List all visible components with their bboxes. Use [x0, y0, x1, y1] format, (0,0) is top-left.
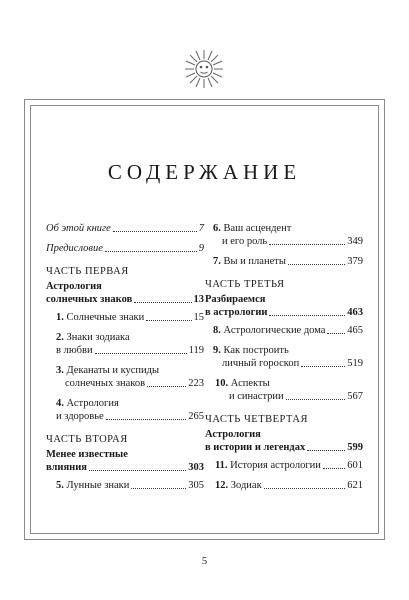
toc-entry-chapter[interactable]: 8. Астрологические дома 465: [213, 325, 363, 336]
toc-right-column: [205, 222, 363, 492]
section-title: Астрология: [46, 281, 102, 292]
toc-entry-chapter[interactable]: 11. История астрологии 601: [215, 460, 363, 471]
toc-entry-section[interactable]: в истории и легендах 599: [205, 442, 363, 453]
toc-entry-section[interactable]: солнечных знаков 13: [46, 294, 204, 305]
page-number: 5: [201, 556, 208, 567]
toc-entry-chapter[interactable]: 5. Лунные знаки 305: [56, 480, 204, 491]
section-title: Менее известные: [46, 449, 128, 460]
part-heading: ЧАСТЬ ПЕРВАЯ: [46, 266, 129, 277]
toc-entry-chapter[interactable]: 9. Как построить личный гороскоп 519: [213, 345, 363, 369]
toc-entry-chapter[interactable]: 1. Солнечные знаки 15: [56, 312, 204, 323]
toc-entry-chapter[interactable]: 6. Ваш асцендент и его роль 349: [213, 223, 363, 247]
toc-entry-section[interactable]: влияния 303: [46, 462, 204, 473]
toc-entry-section[interactable]: в астрологии 463: [205, 307, 363, 318]
toc-entry-chapter[interactable]: 10. Аспекты и синастрии 567: [215, 378, 363, 402]
section-title: Астрология: [205, 429, 261, 440]
part-heading: ЧАСТЬ ТРЕТЬЯ: [205, 279, 285, 290]
part-heading: ЧАСТЬ ЧЕТВЕРТАЯ: [205, 414, 308, 425]
sun-ornament-icon: [183, 48, 225, 90]
toc-entry-chapter[interactable]: 2. Знаки зодиака в любви 119: [56, 332, 204, 356]
page-title: СОДЕРЖАНИЕ: [107, 160, 302, 184]
toc-entry-about[interactable]: Об этой книге 7: [46, 223, 204, 234]
toc-entry-chapter[interactable]: 12. Зодиак 621: [215, 480, 363, 491]
toc-left-column: [46, 222, 204, 492]
toc-entry-chapter[interactable]: 3. Деканаты и куспиды солнечных знаков 223: [56, 365, 204, 389]
section-title: Разбираемся: [205, 294, 266, 305]
part-heading: ЧАСТЬ ВТОРАЯ: [46, 434, 128, 445]
toc-entry-chapter[interactable]: 7. Вы и планеты 379: [213, 256, 363, 267]
toc-entry-preface[interactable]: Предисловие 9: [46, 243, 204, 254]
toc-entry-chapter[interactable]: 4. Астрология и здоровье 265: [56, 398, 204, 422]
